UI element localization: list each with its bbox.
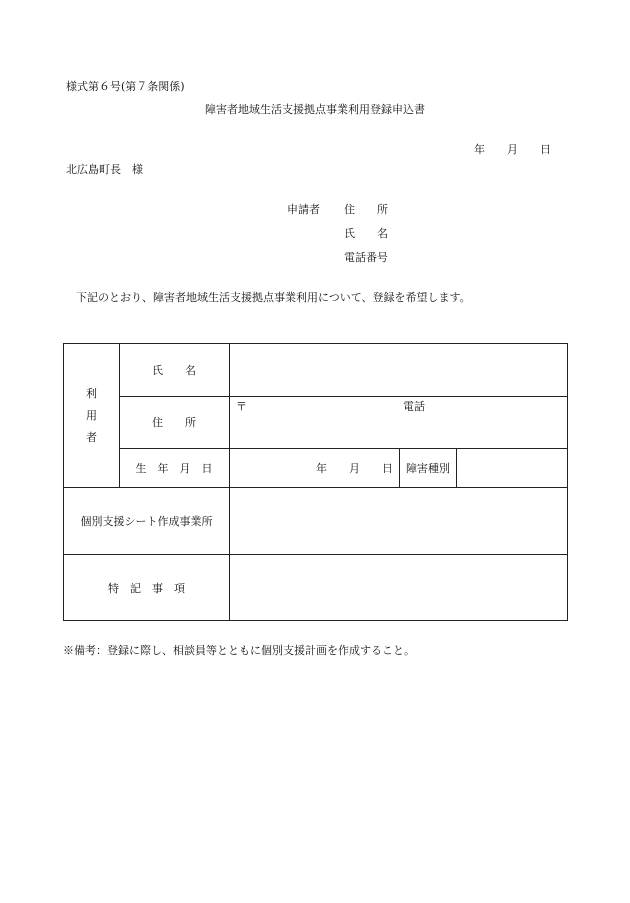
user-label-char-1: 利 [86, 386, 97, 400]
birth-date-field[interactable] [230, 448, 399, 487]
user-phone-label: 電話 [403, 400, 425, 413]
plan-office-field[interactable] [230, 488, 568, 554]
user-label-char-3: 者 [86, 430, 97, 444]
special-notes-field[interactable] [230, 555, 568, 621]
user-label-char-2: 用 [86, 408, 97, 422]
user-group-label [64, 344, 119, 487]
user-name-field[interactable] [230, 344, 568, 396]
document-title: 障害者地域生活支援拠点事業利用登録申込書 [205, 103, 425, 116]
applicant-name-label: 氏 名 [344, 227, 388, 240]
application-date-line: 年 月 日 [474, 143, 551, 156]
user-address-label: 住 所 [152, 416, 196, 429]
applicant-phone-label: 電話番号 [344, 251, 388, 264]
applicant-label: 申請者 [287, 203, 320, 216]
addressee: 北広島町長 様 [66, 163, 143, 176]
disability-type-field[interactable] [457, 448, 568, 487]
plan-office-label: 個別支援シート作成事業所 [80, 514, 213, 528]
applicant-address-label: 住 所 [344, 203, 388, 216]
user-address-field[interactable] [230, 397, 568, 448]
birth-date-label: 生 年 月 日 [135, 461, 213, 475]
disability-type-label: 障害種別 [406, 461, 450, 475]
user-name-label: 氏 名 [152, 364, 196, 377]
postal-mark: 〒 [236, 400, 247, 413]
birth-date-value: 年 月 日 [316, 461, 393, 475]
remark-note: ※備考：登録に際し、相談員等とともに個別支援計画を作成すること。 [63, 644, 415, 657]
intro-text: 下記のとおり、障害者地域生活支援拠点事業利用について、登録を希望します。 [76, 291, 471, 304]
special-notes-label: 特 記 事 項 [108, 581, 185, 595]
form-number: 様式第６号(第７条関係) [66, 80, 185, 93]
registration-table [63, 343, 568, 621]
